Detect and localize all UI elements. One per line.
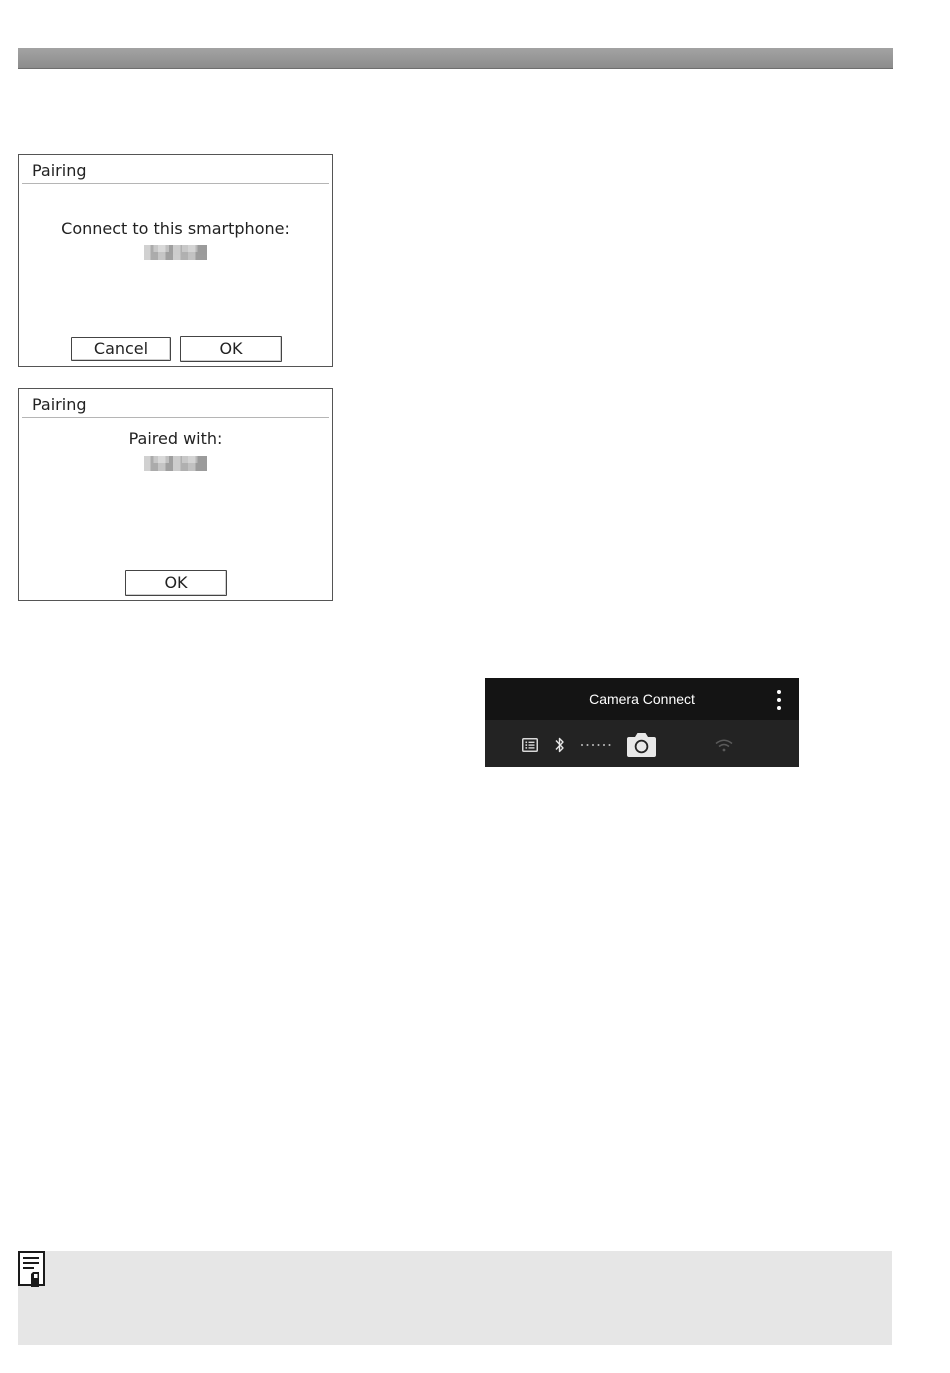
dialog-message: Paired with: bbox=[128, 429, 223, 448]
list-icon[interactable] bbox=[522, 738, 538, 752]
section-header-bar bbox=[18, 48, 893, 69]
dialog-divider bbox=[22, 417, 329, 418]
camera-connect-app-bar bbox=[485, 678, 799, 767]
more-options-icon[interactable] bbox=[773, 689, 785, 711]
ok-button[interactable]: OK bbox=[180, 336, 282, 362]
dialog-title: Pairing bbox=[32, 161, 87, 180]
camera-icon[interactable] bbox=[625, 732, 658, 758]
bluetooth-icon bbox=[554, 736, 566, 754]
paired-confirmation-dialog bbox=[18, 388, 333, 601]
note-panel bbox=[18, 1251, 892, 1345]
dialog-message: Connect to this smartphone: bbox=[61, 219, 290, 238]
dialog-title: Pairing bbox=[32, 395, 87, 414]
connection-dots-icon bbox=[580, 743, 612, 747]
cancel-button[interactable]: Cancel bbox=[71, 337, 171, 361]
blurred-smartphone-name bbox=[144, 456, 207, 471]
app-title: Camera Connect bbox=[589, 691, 695, 707]
wifi-icon bbox=[715, 739, 733, 752]
ok-button[interactable]: OK bbox=[125, 570, 227, 596]
app-title-bar bbox=[485, 678, 799, 720]
memo-note-icon bbox=[18, 1251, 46, 1289]
pairing-request-dialog bbox=[18, 154, 333, 367]
blurred-smartphone-name bbox=[144, 245, 207, 260]
dialog-divider bbox=[22, 183, 329, 184]
